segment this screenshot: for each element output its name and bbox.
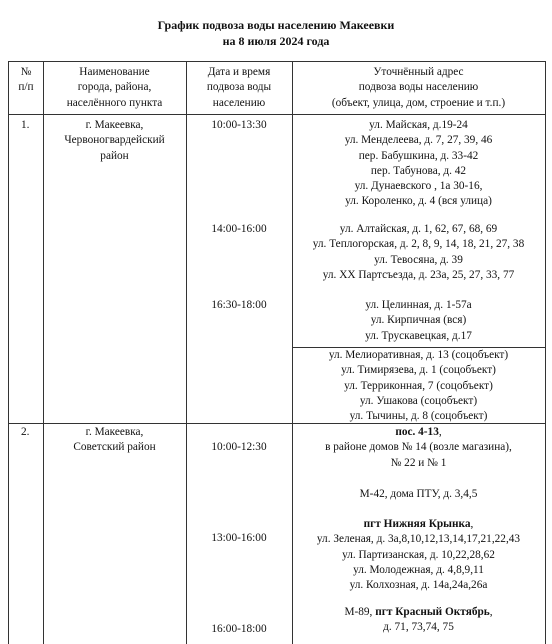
header-address: [292, 65, 545, 111]
address-line: ул. Короленко, д. 4 (вся улица): [345, 195, 492, 208]
address-line: д. 71, 73,74, 75: [383, 621, 454, 634]
row1-time-1: 10:00-13:30: [211, 119, 267, 131]
settlement-name: пгт Нижняя Крынка: [363, 518, 471, 530]
document-title: График подвоза воды населению Макеевки: [157, 18, 395, 32]
row1-district-line: Червоногвардейский: [64, 134, 165, 147]
address-line: пер. Бабушкина, д. 33-42: [358, 149, 479, 162]
address-line: ул. Зеленая, д. 3а,8,10,12,13,14,17,21,22,43: [316, 533, 521, 546]
row1-addresses-3: [292, 298, 545, 344]
row1-number: 1.: [21, 119, 30, 131]
row1-district-line: г. Макеевка,: [85, 119, 144, 131]
address-line: ул. Теплогорская, д. 2, 8, 9, 14, 18, 21, 27, 38: [312, 238, 525, 251]
settlement-name: пгт Красный Октябрь: [375, 606, 490, 618]
address-line: ул. Менделеева, д. 7, 27, 39, 46: [344, 134, 493, 147]
address-line: пер. Табунова, д. 42: [370, 164, 467, 177]
address-punctuation: ,: [438, 426, 442, 438]
header-name-line: Наименование: [79, 66, 150, 78]
row1-addresses-1: [292, 118, 545, 210]
row2-time-3: 16:00-18:00: [211, 623, 267, 635]
address-line: ул. Майская, д.19-24: [369, 119, 468, 131]
address-line: ул. Кирпичная (вся): [370, 314, 467, 327]
header-number-line: №: [20, 66, 32, 78]
address-line: ул. Ушакова (соцобъект): [359, 394, 478, 407]
header-address-line: Уточнённый адрес: [373, 66, 464, 78]
address-line: ул. Алтайская, д. 1, 62, 67, 68, 69: [339, 223, 498, 235]
address-line: ул. Мелиоративная, д. 13 (соцобъект): [328, 349, 509, 361]
row2-addresses-1: [292, 425, 545, 471]
row1-addresses-social: [292, 348, 545, 424]
address-line: ул. Дунаевского , 1а 30-16,: [354, 180, 483, 193]
row1-time-3: 16:30-18:00: [211, 299, 267, 311]
header-number: [9, 65, 43, 96]
row2-time-1: 10:00-12:30: [211, 441, 267, 453]
address-line: ул. Терриконная, 7 (соцобъект): [344, 379, 493, 392]
row1-district: [43, 118, 186, 164]
row2-district-line: Советский район: [73, 441, 156, 454]
address-punctuation: ,: [489, 606, 493, 618]
settlement-name: пос. 4-13: [395, 426, 439, 438]
row1-addresses-2: [292, 222, 545, 283]
address-line: ул. Партизанская, д. 10,22,28,62: [342, 548, 495, 561]
address-punctuation: ,: [470, 518, 474, 530]
row1-district-line: район: [100, 149, 129, 162]
row2-addresses-3: [292, 605, 545, 636]
row2-addresses-2: [292, 517, 545, 593]
row1-time-2: 14:00-16:00: [211, 223, 267, 235]
header-time-line: подвоза воды: [206, 81, 272, 94]
row2-number: 2.: [21, 426, 30, 438]
address-line: ул. Тимирязева, д. 1 (соцобъект): [341, 364, 496, 377]
row2-district-line: г. Макеевка,: [85, 426, 144, 438]
address-prefix: М-89,: [344, 606, 376, 618]
header-time: [186, 65, 292, 111]
row2-district: [43, 425, 186, 456]
row2-time-2: 13:00-16:00: [211, 532, 267, 544]
address-line: ул. Трускавецкая, д.17: [365, 329, 472, 342]
address-line: в районе домов № 14 (возле магазина),: [325, 441, 512, 454]
header-name-line: города, района,: [77, 81, 152, 94]
column-divider: [186, 62, 187, 644]
address-line: ул. XX Партсъезда, д. 23а, 25, 27, 33, 77: [322, 268, 515, 281]
header-address-line: подвоза воды населению: [358, 81, 479, 94]
row2-address-1b: М-42, дома ПТУ, д. 3,4,5: [359, 488, 478, 500]
header-name: [43, 65, 186, 111]
header-name-line: населённого пункта: [66, 96, 163, 109]
header-number-line: п/п: [18, 81, 34, 94]
address-line: ул. Тевосяна, д. 39: [374, 253, 463, 266]
address-line: ул. Тычины, д. 8 (соцобъект): [349, 410, 488, 423]
address-line: ул. Молодежная, д. 4,8,9,11: [353, 563, 484, 576]
address-line: ул. Колхозная, д. 14а,24а,26а: [349, 579, 488, 592]
header-time-line: Дата и время: [207, 66, 271, 78]
address-line: ул. Целинная, д. 1-57а: [365, 299, 472, 311]
header-divider: [9, 114, 545, 115]
header-address-line: (объект, улица, дом, строение и т.п.): [331, 96, 506, 109]
header-time-line: населению: [212, 96, 266, 109]
schedule-table: [8, 61, 546, 644]
document-subtitle: на 8 июля 2024 года: [222, 34, 330, 48]
address-line: № 22 и № 1: [390, 456, 447, 469]
